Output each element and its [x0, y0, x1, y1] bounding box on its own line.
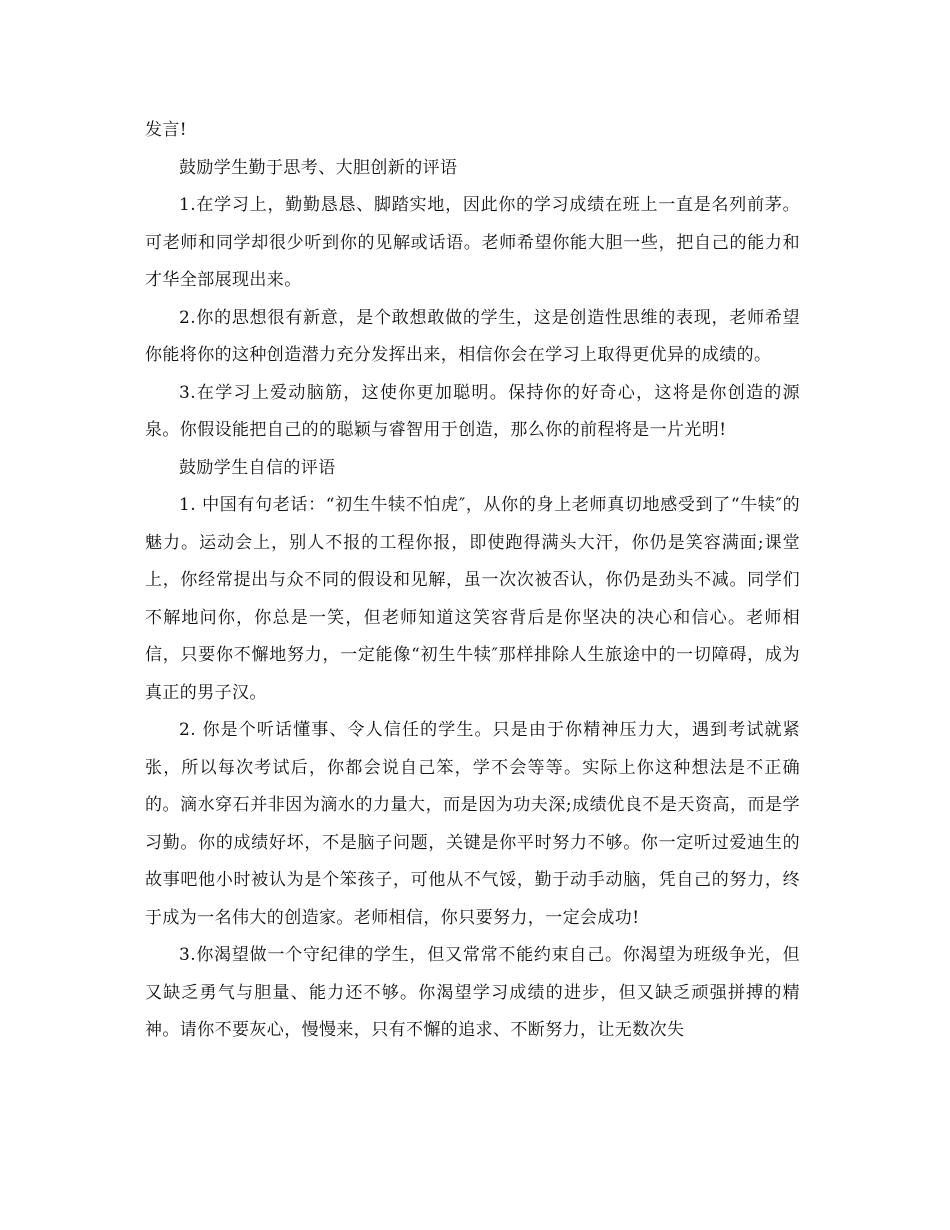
confidence-comment-3: 3.你渴望做一个守纪律的学生，但又常常不能约束自己。你渴望为班级争光，但又缺乏勇气与胆量、能力还不够。你渴望学习成绩的进步，但又缺乏顽强拼搏的精神。请你不要灰心，慢慢来，只有不懈的追求、不断努力，让无数次失: [145, 945, 800, 1040]
document-body: [145, 112, 800, 1050]
innovation-comment-3: 3.在学习上爱动脑筋，这使你更加聪明。保持你的好奇心，这将是你创造的源泉。你假设能把自己的的聪颖与睿智用于创造，那么你的前程将是一片光明!: [145, 382, 800, 440]
innovation-comment-1: 1.在学习上，勤勤恳恳、脚踏实地，因此你的学习成绩在班上一直是名列前茅。可老师和同学却很少听到你的见解或话语。老师希望你能大胆一些，把自己的能力和才华全部展现出来。: [145, 195, 800, 290]
confidence-comment-1: 1. 中国有句老话：“初生牛犊不怕虎″，从你的身上老师真切地感受到了“牛犊″的魅力。运动会上，别人不报的工程你报，即使跑得满头大汗，你仍是笑容满面;课堂上，你经常提出与众不同的假设和见解，虽一次次被否认，你仍是劲头不减。同学们不解地问你，你总是一笑，但老师知道这笑容背后是你坚决的决心和信心。老师相信，只要你不懈地努力，一定能像“初生牛犊″那样排除人生旅途中的一切障碍，成为真正的男子汉。: [145, 495, 800, 703]
confidence-comment-2: 2. 你是个听话懂事、令人信任的学生。只是由于你精神压力大，遇到考试就紧张，所以每次考试后，你都会说自己笨，学不会等等。实际上你这种想法是不正确的。滴水穿石并非因为滴水的力量大，而是因为功夫深;成绩优良不是天资高，而是学习勤。你的成绩好坏，不是脑子问题，关键是你平时努力不够。你一定听过爱迪生的故事吧他小时被认为是个笨孩子，可他从不气馁，勤于动手动脑，凭自己的努力，终于成为一名伟大的创造家。老师相信，你只要努力，一定会成功!: [145, 720, 800, 928]
section-heading-confidence: 鼓励学生自信的评语: [179, 457, 336, 478]
innovation-comment-2: 2.你的思想很有新意，是个敢想敢做的学生，这是创造性思维的表现，老师希望你能将你的这种创造潜力充分发挥出来，相信你会在学习上取得更优异的成绩的。: [145, 307, 800, 365]
section-heading-innovation: 鼓励学生勤于思考、大胆创新的评语: [179, 157, 458, 178]
opening-line: 发言!: [145, 120, 188, 140]
